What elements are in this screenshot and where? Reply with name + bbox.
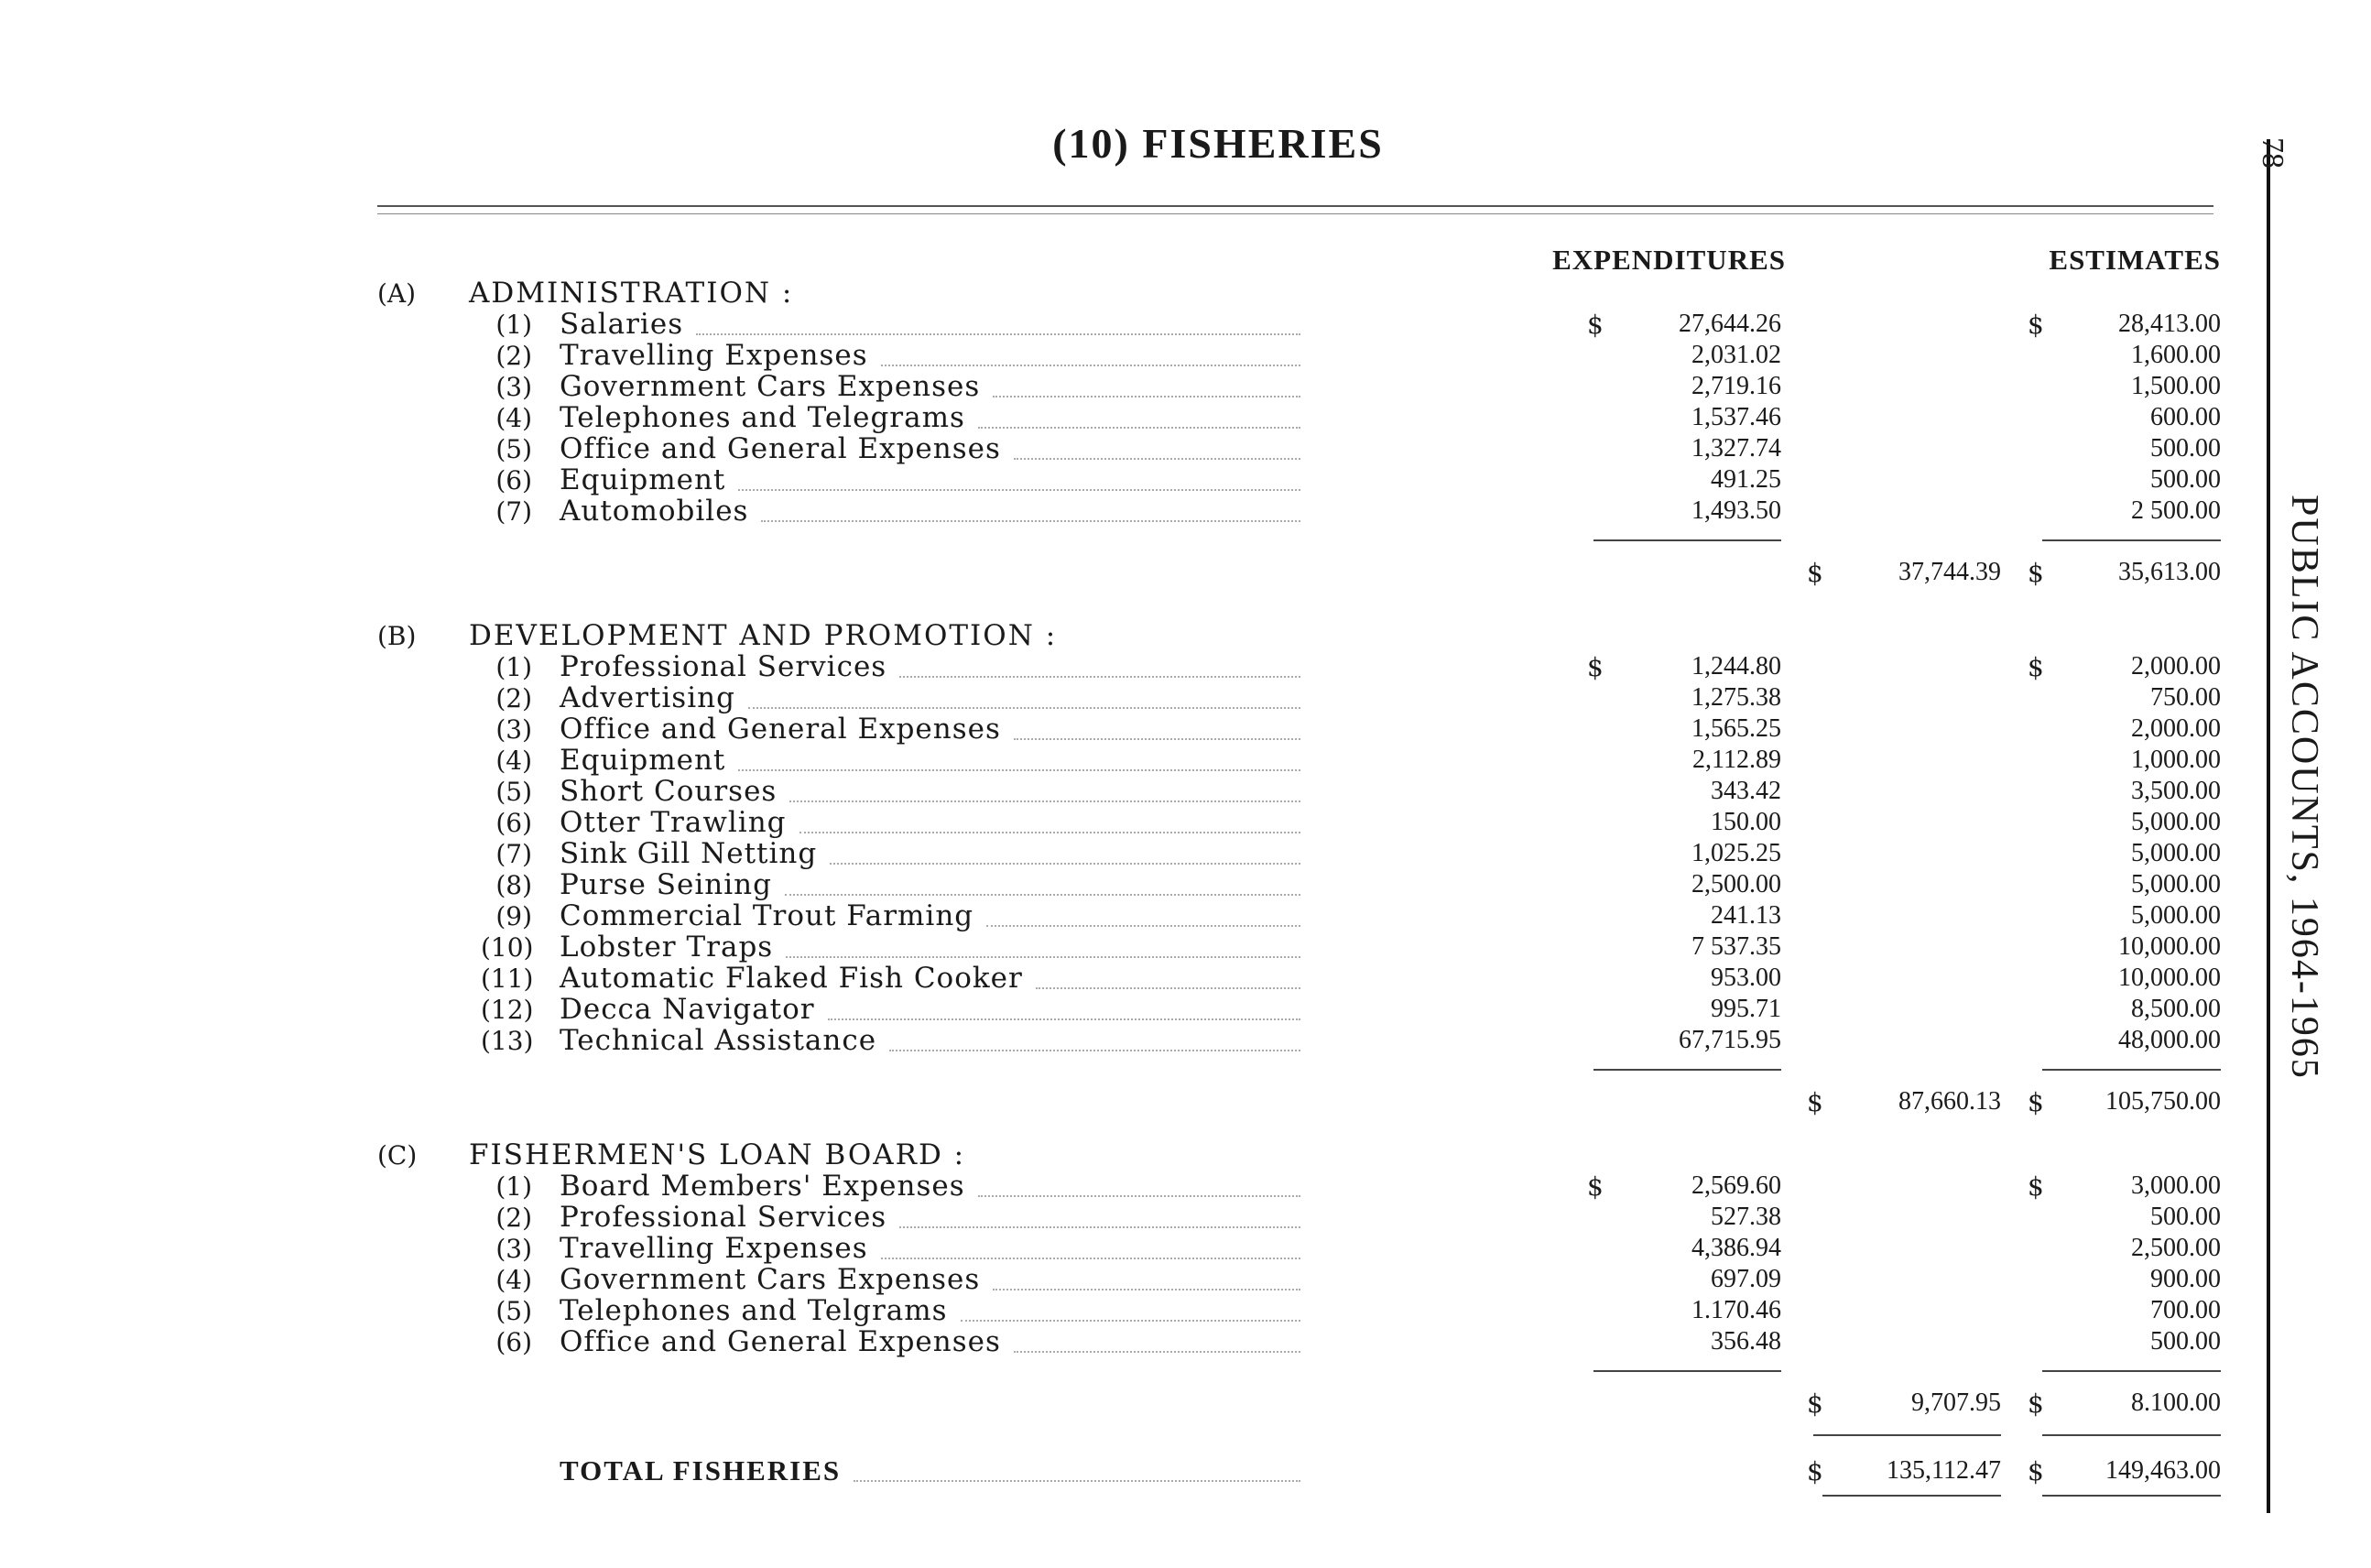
line-item-label: Government Cars Expenses bbox=[560, 1263, 981, 1296]
line-item-number: (3) bbox=[495, 1234, 532, 1264]
subtotal-currency: $ bbox=[2028, 558, 2044, 588]
line-item-number: (4) bbox=[495, 1265, 532, 1295]
line-item-label: Sink Gill Netting bbox=[560, 837, 818, 870]
leader-dots bbox=[961, 1320, 1300, 1322]
line-item-estimate: 5,000.00 bbox=[2131, 839, 2221, 867]
section-title: DEVELOPMENT AND PROMOTION : bbox=[469, 619, 1058, 652]
line-item-number: (9) bbox=[495, 901, 532, 931]
line-item-estimate: 3,500.00 bbox=[2131, 777, 2221, 805]
section-subtotal-expenditure: 87,660.13 bbox=[1898, 1087, 2001, 1116]
subtotal-currency: $ bbox=[2028, 1087, 2044, 1117]
line-item-estimate: 5,000.00 bbox=[2131, 870, 2221, 898]
line-item-estimate: 1,600.00 bbox=[2131, 341, 2221, 369]
line-item-number: (2) bbox=[495, 683, 532, 713]
expenditure-currency: $ bbox=[1587, 310, 1604, 340]
expenditure-currency: $ bbox=[1587, 1171, 1604, 1202]
line-item-expenditure: 343.42 bbox=[1711, 777, 1781, 805]
line-item-expenditure: 2,569.60 bbox=[1691, 1171, 1781, 1200]
line-item-label: Board Members' Expenses bbox=[560, 1170, 965, 1203]
total-underline bbox=[2042, 1495, 2221, 1497]
margin-rule bbox=[2267, 139, 2270, 1513]
line-item-estimate: 1,500.00 bbox=[2131, 372, 2221, 400]
line-item-expenditure: 2,031.02 bbox=[1691, 341, 1781, 369]
section-subtotal-expenditure: 37,744.39 bbox=[1898, 558, 2001, 586]
line-item-label: Automatic Flaked Fish Cooker bbox=[560, 962, 1023, 995]
leader-dots bbox=[881, 1258, 1300, 1259]
line-item-estimate: 2,500.00 bbox=[2131, 1234, 2221, 1262]
leader-dots bbox=[1036, 987, 1300, 989]
section-letter: (B) bbox=[377, 621, 417, 651]
line-item-expenditure: 2,112.89 bbox=[1692, 746, 1781, 774]
line-item-number: (4) bbox=[495, 746, 532, 776]
line-item-label: Commercial Trout Farming bbox=[560, 899, 974, 932]
line-item-label: Equipment bbox=[560, 744, 726, 777]
line-item-estimate: 28,413.00 bbox=[2118, 310, 2221, 338]
leader-dots bbox=[1014, 738, 1300, 740]
line-item-estimate: 1,000.00 bbox=[2131, 746, 2221, 774]
line-item-estimate: 900.00 bbox=[2150, 1265, 2221, 1293]
line-item-label: Otter Trawling bbox=[560, 806, 787, 839]
line-item-estimate: 2 500.00 bbox=[2131, 496, 2221, 525]
line-item-estimate: 5,000.00 bbox=[2131, 808, 2221, 836]
section-title: ADMINISTRATION : bbox=[469, 277, 794, 310]
title-rule-bottom bbox=[377, 213, 2213, 214]
line-item-expenditure: 2,719.16 bbox=[1691, 372, 1781, 400]
line-item-number: (3) bbox=[495, 714, 532, 745]
line-item-estimate: 2,000.00 bbox=[2131, 652, 2221, 681]
line-item-label: Salaries bbox=[560, 308, 684, 341]
leader-dots bbox=[899, 1226, 1300, 1228]
leader-dots bbox=[1014, 1351, 1300, 1353]
estimate-currency: $ bbox=[2028, 310, 2044, 340]
line-item-expenditure: 995.71 bbox=[1711, 995, 1781, 1023]
leader-dots bbox=[993, 1289, 1300, 1290]
section-subtotal-expenditure: 9,707.95 bbox=[1911, 1388, 2001, 1417]
leader-dots bbox=[789, 800, 1300, 802]
line-item-estimate: 48,000.00 bbox=[2118, 1026, 2221, 1054]
line-item-expenditure: 491.25 bbox=[1711, 465, 1781, 494]
line-item-label: Telephones and Telgrams bbox=[560, 1294, 948, 1327]
line-item-label: Equipment bbox=[560, 463, 726, 496]
line-item-number: (13) bbox=[481, 1026, 534, 1056]
title-rule-top bbox=[377, 205, 2213, 207]
leader-dots bbox=[785, 894, 1300, 896]
line-item-number: (8) bbox=[495, 870, 532, 900]
line-item-label: Office and General Expenses bbox=[560, 713, 1001, 746]
leader-dots bbox=[761, 520, 1300, 522]
leader-dots bbox=[978, 427, 1300, 429]
total-expenditure: 135,112.47 bbox=[1887, 1456, 2001, 1485]
line-item-expenditure: 953.00 bbox=[1711, 964, 1781, 992]
line-item-estimate: 2,000.00 bbox=[2131, 714, 2221, 743]
line-item-number: (1) bbox=[495, 1171, 532, 1202]
line-item-number: (6) bbox=[495, 465, 532, 495]
line-item-expenditure: 1,275.38 bbox=[1691, 683, 1781, 712]
leader-dots bbox=[799, 832, 1300, 833]
line-item-expenditure: 1,565.25 bbox=[1691, 714, 1781, 743]
leader-dots bbox=[696, 333, 1300, 335]
line-item-label: Travelling Expenses bbox=[560, 1232, 868, 1265]
estimates-header: ESTIMATES bbox=[2049, 244, 2221, 276]
line-item-label: Decca Navigator bbox=[560, 993, 815, 1026]
line-item-label: Technical Assistance bbox=[560, 1024, 877, 1057]
line-item-label: Automobiles bbox=[560, 495, 749, 528]
line-item-expenditure: 1,244.80 bbox=[1691, 652, 1781, 681]
leader-dots bbox=[986, 925, 1300, 927]
line-item-expenditure: 2,500.00 bbox=[1691, 870, 1781, 898]
line-item-number: (10) bbox=[481, 932, 534, 963]
line-item-label: Short Courses bbox=[560, 775, 778, 808]
column-rule bbox=[2042, 1370, 2221, 1372]
line-item-estimate: 10,000.00 bbox=[2118, 964, 2221, 992]
section-subtotal-estimate: 35,613.00 bbox=[2118, 558, 2221, 586]
line-item-label: Professional Services bbox=[560, 1201, 887, 1234]
line-item-label: Travelling Expenses bbox=[560, 339, 868, 372]
line-item-estimate: 3,000.00 bbox=[2131, 1171, 2221, 1200]
line-item-number: (5) bbox=[495, 1296, 532, 1326]
line-item-expenditure: 356.48 bbox=[1711, 1327, 1781, 1356]
line-item-number: (5) bbox=[495, 434, 532, 464]
leader-dots bbox=[1014, 458, 1300, 460]
section-letter: (A) bbox=[377, 278, 417, 309]
line-item-estimate: 500.00 bbox=[2150, 1203, 2221, 1231]
line-item-label: Telephones and Telegrams bbox=[560, 401, 965, 434]
line-item-number: (4) bbox=[495, 403, 532, 433]
line-item-number: (7) bbox=[495, 496, 532, 527]
leader-dots bbox=[881, 365, 1300, 366]
leader-dots bbox=[738, 489, 1300, 491]
section-subtotal-estimate: 8.100.00 bbox=[2131, 1388, 2221, 1417]
section-subtotal-estimate: 105,750.00 bbox=[2105, 1087, 2221, 1116]
line-item-expenditure: 241.13 bbox=[1711, 901, 1781, 930]
leader-dots bbox=[978, 1195, 1300, 1197]
total-currency: $ bbox=[2028, 1456, 2044, 1486]
line-item-number: (2) bbox=[495, 341, 532, 371]
total-underline bbox=[1822, 1495, 2001, 1497]
line-item-expenditure: 1,537.46 bbox=[1691, 403, 1781, 431]
running-head: PUBLIC ACCOUNTS, 1964-1965 bbox=[2283, 495, 2325, 1080]
line-item-expenditure: 1,025.25 bbox=[1691, 839, 1781, 867]
line-item-estimate: 700.00 bbox=[2150, 1296, 2221, 1324]
line-item-number: (1) bbox=[495, 310, 532, 340]
line-item-label: Lobster Traps bbox=[560, 931, 774, 964]
line-item-estimate: 750.00 bbox=[2150, 683, 2221, 712]
estimate-currency: $ bbox=[2028, 652, 2044, 682]
subtotal-currency: $ bbox=[2028, 1388, 2044, 1419]
leader-dots bbox=[738, 769, 1300, 771]
expenditure-currency: $ bbox=[1587, 652, 1604, 682]
column-rule bbox=[2042, 1069, 2221, 1071]
total-currency: $ bbox=[1807, 1456, 1823, 1486]
line-item-estimate: 500.00 bbox=[2150, 434, 2221, 463]
line-item-expenditure: 697.09 bbox=[1711, 1265, 1781, 1293]
subtotal-currency: $ bbox=[1807, 1388, 1823, 1419]
line-item-estimate: 8,500.00 bbox=[2131, 995, 2221, 1023]
leader-dots bbox=[830, 863, 1300, 865]
column-rule bbox=[1593, 1370, 1781, 1372]
line-item-number: (2) bbox=[495, 1203, 532, 1233]
section-letter: (C) bbox=[377, 1140, 418, 1171]
line-item-label: Office and General Expenses bbox=[560, 432, 1001, 465]
column-rule bbox=[1593, 539, 1781, 541]
page-number: 78 bbox=[2256, 137, 2289, 169]
subtotal-currency: $ bbox=[1807, 558, 1823, 588]
line-item-label: Purse Seining bbox=[560, 868, 772, 901]
line-item-expenditure: 27,644.26 bbox=[1679, 310, 1781, 338]
estimate-currency: $ bbox=[2028, 1171, 2044, 1202]
leader-dots bbox=[828, 1018, 1300, 1020]
line-item-estimate: 500.00 bbox=[2150, 465, 2221, 494]
line-item-expenditure: 527.38 bbox=[1711, 1203, 1781, 1231]
line-item-number: (3) bbox=[495, 372, 532, 402]
total-estimate: 149,463.00 bbox=[2105, 1456, 2221, 1485]
line-item-expenditure: 1,493.50 bbox=[1691, 496, 1781, 525]
line-item-number: (11) bbox=[481, 964, 534, 994]
line-item-expenditure: 4,386.94 bbox=[1691, 1234, 1781, 1262]
line-item-label: Advertising bbox=[560, 681, 735, 714]
line-item-expenditure: 1.170.46 bbox=[1691, 1296, 1781, 1324]
column-rule bbox=[1593, 1069, 1781, 1071]
line-item-number: (6) bbox=[495, 808, 532, 838]
line-item-estimate: 600.00 bbox=[2150, 403, 2221, 431]
line-item-number: (5) bbox=[495, 777, 532, 807]
total-rule bbox=[2042, 1434, 2221, 1436]
column-rule bbox=[2042, 539, 2221, 541]
line-item-number: (7) bbox=[495, 839, 532, 869]
line-item-expenditure: 7 537.35 bbox=[1691, 932, 1781, 961]
line-item-estimate: 500.00 bbox=[2150, 1327, 2221, 1356]
page-title: (10) FISHERIES bbox=[1052, 120, 1384, 167]
leader-dots bbox=[993, 396, 1300, 397]
leader-dots bbox=[854, 1480, 1300, 1482]
total-label: TOTAL FISHERIES bbox=[560, 1454, 842, 1486]
line-item-number: (6) bbox=[495, 1327, 532, 1357]
expenditures-header: EXPENDITURES bbox=[1552, 244, 1786, 276]
line-item-label: Office and General Expenses bbox=[560, 1325, 1001, 1358]
line-item-expenditure: 67,715.95 bbox=[1679, 1026, 1781, 1054]
line-item-label: Professional Services bbox=[560, 650, 887, 683]
line-item-number: (12) bbox=[481, 995, 534, 1025]
leader-dots bbox=[889, 1050, 1300, 1051]
line-item-expenditure: 150.00 bbox=[1711, 808, 1781, 836]
leader-dots bbox=[786, 956, 1300, 958]
line-item-expenditure: 1,327.74 bbox=[1691, 434, 1781, 463]
line-item-number: (1) bbox=[495, 652, 532, 682]
line-item-estimate: 10,000.00 bbox=[2118, 932, 2221, 961]
total-rule bbox=[1813, 1434, 2001, 1436]
subtotal-currency: $ bbox=[1807, 1087, 1823, 1117]
line-item-label: Government Cars Expenses bbox=[560, 370, 981, 403]
line-item-estimate: 5,000.00 bbox=[2131, 901, 2221, 930]
leader-dots bbox=[899, 676, 1300, 678]
section-title: FISHERMEN'S LOAN BOARD : bbox=[469, 1138, 966, 1171]
leader-dots bbox=[748, 707, 1300, 709]
